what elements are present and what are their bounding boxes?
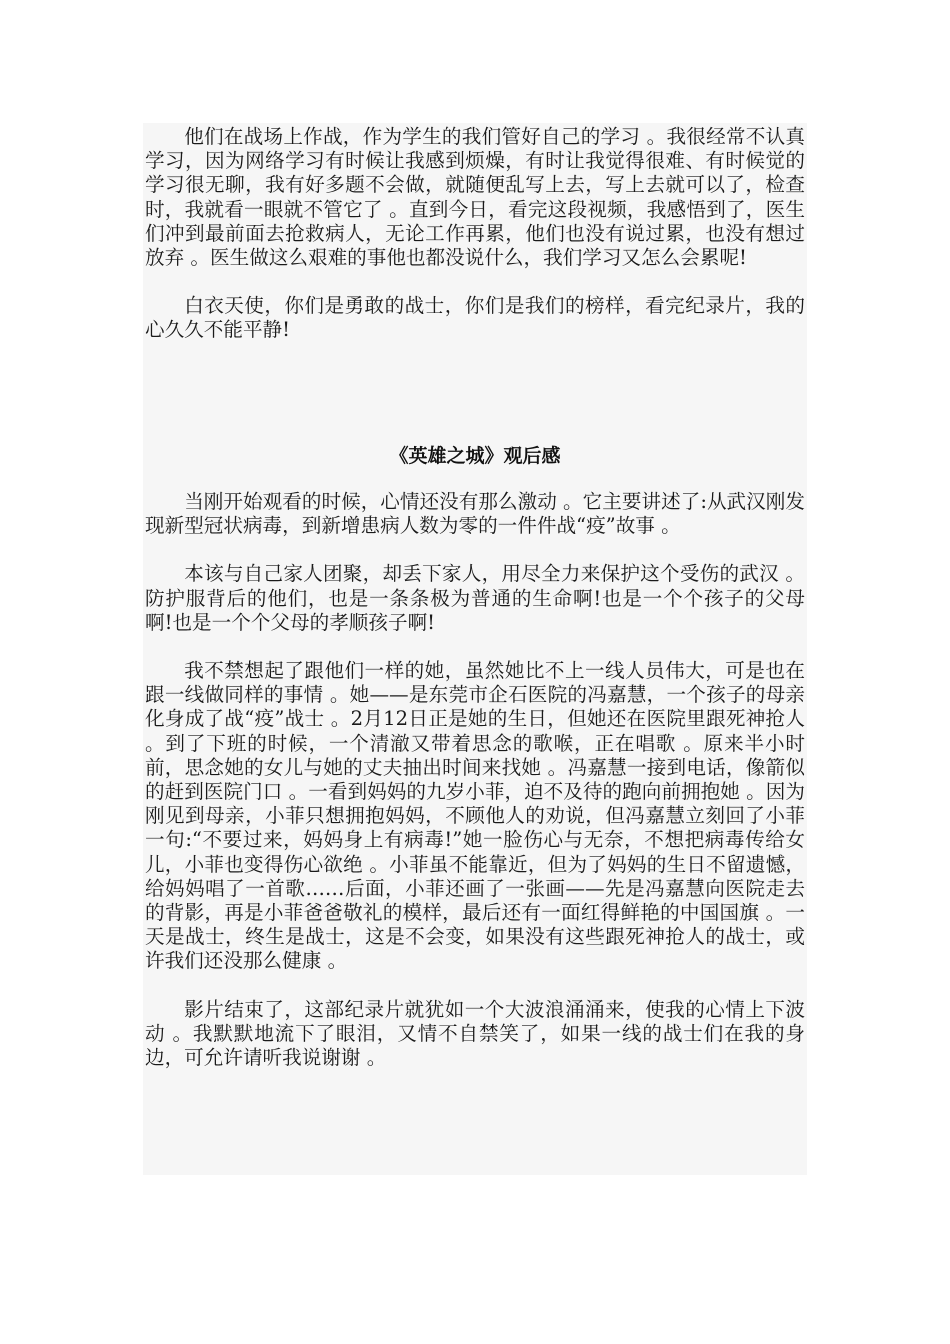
section-title: 《英雄之城》观后感 [389, 445, 561, 467]
paragraph: 白衣天使，你们是勇敢的战士，你们是我们的榜样，看完纪录片，我的心久久不能平静! [145, 294, 805, 342]
essay-section-2 [145, 490, 805, 1070]
paragraph: 影片结束了，这部纪录片就犹如一个大波浪涌涌来，使我的心情上下波动 。我默默地流下了眼泪，又情不自禁笑了，如果一线的战士们在我的身边，可允许请听我说谢谢 。 [145, 997, 805, 1070]
paragraph: 他们在战场上作战，作为学生的我们管好自己的学习 。我很经常不认真学习，因为网络学习有时候让我感到烦燥，有时让我觉得很难、有时候觉的学习很无聊，我有好多题不会做，就随便乱写上去，写上去就可以了，检查时，我就看一眼就不管它了 。直到今日，看完这段视频，我感悟到了，医生们冲到最前面去抢救病人，无论工作再累，他们也没有说过累，也没有想过放弃 。医生做这么艰难的事他也都没说什么，我们学习又怎么会累呢! [145, 125, 805, 270]
document-page-content [143, 123, 807, 1175]
paragraph: 本该与自己家人团聚，却丢下家人，用尽全力来保护这个受伤的武汉 。防护服背后的他们，也是一条条极为普通的生命啊!也是一个个孩子的父母啊!也是一个个父母的孝顺孩子啊! [145, 562, 805, 634]
paragraph: 当刚开始观看的时候，心情还没有那么激动 。它主要讲述了:从武汉刚发现新型冠状病毒，到新增患病人数为零的一件件战“疫”故事 。 [145, 490, 805, 538]
essay-section-1 [145, 125, 805, 343]
paragraph: 我不禁想起了跟他们一样的她，虽然她比不上一线人员伟大，可是也在跟一线做同样的事情 。她——是东莞市企石医院的冯嘉慧，一个孩子的母亲化身成了战“疫”战士 。2月12日正是她的生日，但她还在医院里跟死神抢人 。到了下班的时候，一个清澈又带着思念的歌喉，正在唱歌 。原来半小时前，思念她的女儿与她的丈夫抽出时间来找她 。冯嘉慧一接到电话，像箭似的赶到医院门口 。一看到妈妈的九岁小菲，迫不及待的跑向前拥抱她 。因为刚见到母亲，小菲只想拥抱妈妈，不顾他人的劝说，但冯嘉慧立刻回了小菲一句:“不要过来，妈妈身上有病毒!”她一脸伤心与无奈，不想把病毒传给女儿，小菲也变得伤心欲绝 。小菲虽不能靠近，但为了妈妈的生日不留遗憾，给妈妈唱了一首歌……后面，小菲还画了一张画——先是冯嘉慧向医院走去的背影，再是小菲爸爸敬礼的模样，最后还有一面红得鲜艳的中国国旗 。一天是战士，终生是战士，这是不会变，如果没有这些跟死神抢人的战士，或许我们还没那么健康 。 [145, 659, 805, 973]
